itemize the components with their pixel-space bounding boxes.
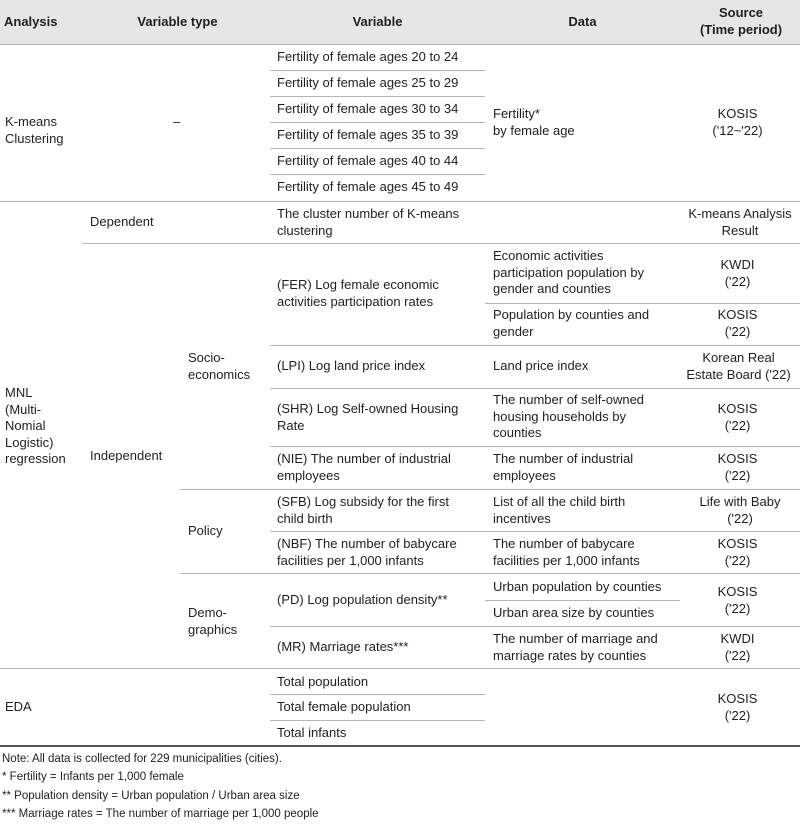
note-fertility: * Fertility = Infants per 1,000 female [2,771,184,783]
sfb-data: List of all the child birth incentives [493,494,626,526]
demo-label: Demo- graphics [188,605,238,637]
note-marriage-rates: *** Marriage rates = The number of marriage per 1,000 people [2,808,319,820]
rule-table-bottom [0,745,800,747]
fer-source-2: KOSIS ('22) [717,307,758,339]
nie-source: KOSIS ('22) [717,451,758,483]
fer-source-1: KWDI ('22) [720,257,755,289]
rule-kmeans-5 [270,174,485,175]
eda-source: KOSIS ('22) [717,691,758,723]
shr-data: The number of self-owned housing households by counties [493,392,645,440]
kmeans-variable-2: Fertility of female ages 25 to 29 [277,75,459,90]
rule-kmeans-2 [270,96,485,97]
rule-mnl-end [0,668,800,669]
kmeans-data: Fertility* by female age [493,106,575,138]
eda-variable-2: Total female population [277,699,411,714]
pd-data-1: Urban population by counties [493,579,662,594]
kmeans-analysis: K-means Clustering [5,114,64,146]
eda-variable-1: Total population [277,674,369,689]
socio-label: Socio- economics [188,350,251,382]
rule-kmeans-end [0,201,800,202]
rule-lpi-end [270,388,800,389]
nie-data: The number of industrial employees [493,451,634,483]
lpi-source: Korean Real Estate Board ('22) [686,350,791,382]
kmeans-variable-3: Fertility of female ages 30 to 34 [277,101,459,116]
rule-eda-2 [270,720,485,721]
kmeans-variable-type: – [173,114,181,129]
lpi-data: Land price index [493,358,589,373]
pd-variable: (PD) Log population density** [277,592,448,607]
pd-source: KOSIS ('22) [717,584,758,616]
header-analysis: Analysis [4,14,58,29]
dependent-variable: The cluster number of K-means clustering [277,206,460,238]
rule-kmeans-4 [270,148,485,149]
nbf-variable: (NBF) The number of babycare facilities per 1,000 infants [277,536,457,568]
rule-sfb-end [270,531,800,532]
pd-data-2: Urban area size by counties [493,605,655,620]
header-source: Source (Time period) [699,5,783,37]
policy-label: Policy [188,523,223,538]
mr-variable: (MR) Marriage rates*** [277,639,409,654]
rule-shr-end [270,446,800,447]
dependent-source: K-means Analysis Result [688,206,792,238]
rule-kmeans-1 [270,70,485,71]
rule-header [0,44,800,45]
rule-eda-1 [270,694,485,695]
nie-variable: (NIE) The number of industrial employees [277,451,451,483]
rule-pd-split [485,600,680,601]
header-variable-type: Variable type [137,14,218,29]
kmeans-variable-6: Fertility of female ages 45 to 49 [277,179,459,194]
nbf-data: The number of babycare facilities per 1,000 infants [493,536,640,568]
rule-dependent-end [82,243,800,244]
rule-pd-end [270,626,800,627]
fer-variable: (FER) Log female economic activities participation rates [277,277,439,309]
sfb-variable: (SFB) Log subsidy for the first child birth [277,494,449,526]
fer-data-2: Population by counties and gender [493,307,650,339]
kmeans-variable-5: Fertility of female ages 40 to 44 [277,153,459,168]
mnl-analysis: MNL (Multi- Nomial Logistic) regression [5,385,66,466]
header-variable: Variable [352,14,403,29]
fer-data-1: Economic activities participation population by gender and counties [493,248,645,296]
eda-analysis: EDA [5,699,32,714]
sfb-source: Life with Baby ('22) [699,494,781,526]
rule-socio-end [180,489,800,490]
rule-kmeans-3 [270,122,485,123]
kmeans-source: KOSIS ('12~'22) [712,106,763,138]
dependent-type: Dependent [90,214,154,229]
mr-source: KWDI ('22) [720,631,755,663]
lpi-variable: (LPI) Log land price index [277,358,426,373]
nbf-source: KOSIS ('22) [717,536,758,568]
eda-variable-3: Total infants [277,725,347,740]
mr-data: The number of marriage and marriage rates by counties [493,631,658,663]
shr-variable: (SHR) Log Self-owned Housing Rate [277,401,459,433]
rule-fer-split [485,303,800,304]
independent-type: Independent [90,448,163,463]
shr-source: KOSIS ('22) [717,401,758,433]
kmeans-variable-4: Fertility of female ages 35 to 39 [277,127,459,142]
kmeans-variable-1: Fertility of female ages 20 to 24 [277,49,459,64]
header-data: Data [568,14,597,29]
rule-fer-end [270,345,800,346]
rule-policy-end [180,573,800,574]
note-population-density: ** Population density = Urban population / Urban area size [2,790,300,802]
note-general: Note: All data is collected for 229 municipalities (cities). [2,753,282,765]
